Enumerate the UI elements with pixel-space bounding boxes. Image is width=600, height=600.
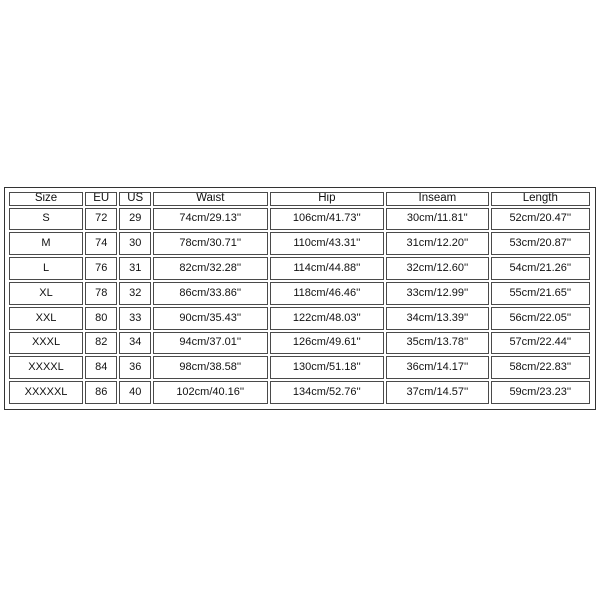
cell-hip: 126cm/49.61'': [270, 332, 385, 355]
cell-size: XL: [9, 282, 83, 305]
cell-us: 40: [119, 381, 150, 404]
cell-us: 31: [119, 257, 150, 280]
cell-waist: 82cm/32.28'': [153, 257, 268, 280]
cell-length: 55cm/21.65'': [491, 282, 590, 305]
cell-eu: 84: [85, 356, 117, 379]
cell-waist: 98cm/38.58'': [153, 356, 268, 379]
column-header-us: US: [119, 192, 150, 206]
cell-eu: 86: [85, 381, 117, 404]
cell-inseam: 37cm/14.57'': [386, 381, 488, 404]
table-row: [9, 307, 590, 330]
header-row: [9, 192, 590, 206]
cell-waist: 86cm/33.86'': [153, 282, 268, 305]
cell-size: XXXXXL: [9, 381, 83, 404]
table-row: [9, 381, 590, 404]
cell-hip: 110cm/43.31'': [270, 232, 385, 255]
cell-us: 33: [119, 307, 150, 330]
cell-hip: 114cm/44.88'': [270, 257, 385, 280]
cell-inseam: 36cm/14.17'': [386, 356, 488, 379]
cell-hip: 118cm/46.46'': [270, 282, 385, 305]
cell-us: 30: [119, 232, 150, 255]
cell-waist: 102cm/40.16'': [153, 381, 268, 404]
cell-length: 54cm/21.26'': [491, 257, 590, 280]
table-row: [9, 208, 590, 231]
table-row: [9, 257, 590, 280]
cell-inseam: 32cm/12.60'': [386, 257, 488, 280]
cell-waist: 74cm/29.13'': [153, 208, 268, 231]
cell-waist: 90cm/35.43'': [153, 307, 268, 330]
cell-inseam: 31cm/12.20'': [386, 232, 488, 255]
cell-hip: 130cm/51.18'': [270, 356, 385, 379]
column-header-inseam: Inseam: [386, 192, 488, 206]
column-header-eu: EU: [85, 192, 117, 206]
cell-length: 58cm/22.83'': [491, 356, 590, 379]
table-row: [9, 282, 590, 305]
cell-length: 52cm/20.47'': [491, 208, 590, 231]
cell-inseam: 33cm/12.99'': [386, 282, 488, 305]
cell-hip: 122cm/48.03'': [270, 307, 385, 330]
cell-length: 59cm/23.23'': [491, 381, 590, 404]
size-chart-table: [7, 190, 592, 406]
column-header-size: Size: [9, 192, 83, 206]
cell-hip: 106cm/41.73'': [270, 208, 385, 231]
cell-inseam: 30cm/11.81'': [386, 208, 488, 231]
cell-eu: 80: [85, 307, 117, 330]
table-row: [9, 232, 590, 255]
cell-eu: 72: [85, 208, 117, 231]
cell-eu: 76: [85, 257, 117, 280]
column-header-length: Length: [491, 192, 590, 206]
cell-hip: 134cm/52.76'': [270, 381, 385, 404]
column-header-hip: Hip: [270, 192, 385, 206]
cell-eu: 74: [85, 232, 117, 255]
size-chart: [4, 187, 596, 410]
cell-us: 29: [119, 208, 150, 231]
size-chart-body: [9, 208, 590, 405]
cell-size: L: [9, 257, 83, 280]
cell-length: 57cm/22.44'': [491, 332, 590, 355]
cell-us: 34: [119, 332, 150, 355]
table-row: [9, 356, 590, 379]
cell-inseam: 34cm/13.39'': [386, 307, 488, 330]
cell-length: 53cm/20.87'': [491, 232, 590, 255]
cell-length: 56cm/22.05'': [491, 307, 590, 330]
cell-size: S: [9, 208, 83, 231]
cell-size: XXL: [9, 307, 83, 330]
cell-eu: 82: [85, 332, 117, 355]
cell-us: 36: [119, 356, 150, 379]
cell-size: M: [9, 232, 83, 255]
cell-waist: 94cm/37.01'': [153, 332, 268, 355]
cell-us: 32: [119, 282, 150, 305]
cell-waist: 78cm/30.71'': [153, 232, 268, 255]
cell-size: XXXL: [9, 332, 83, 355]
cell-eu: 78: [85, 282, 117, 305]
cell-size: XXXXL: [9, 356, 83, 379]
column-header-waist: Waist: [153, 192, 268, 206]
cell-inseam: 35cm/13.78'': [386, 332, 488, 355]
table-row: [9, 332, 590, 355]
